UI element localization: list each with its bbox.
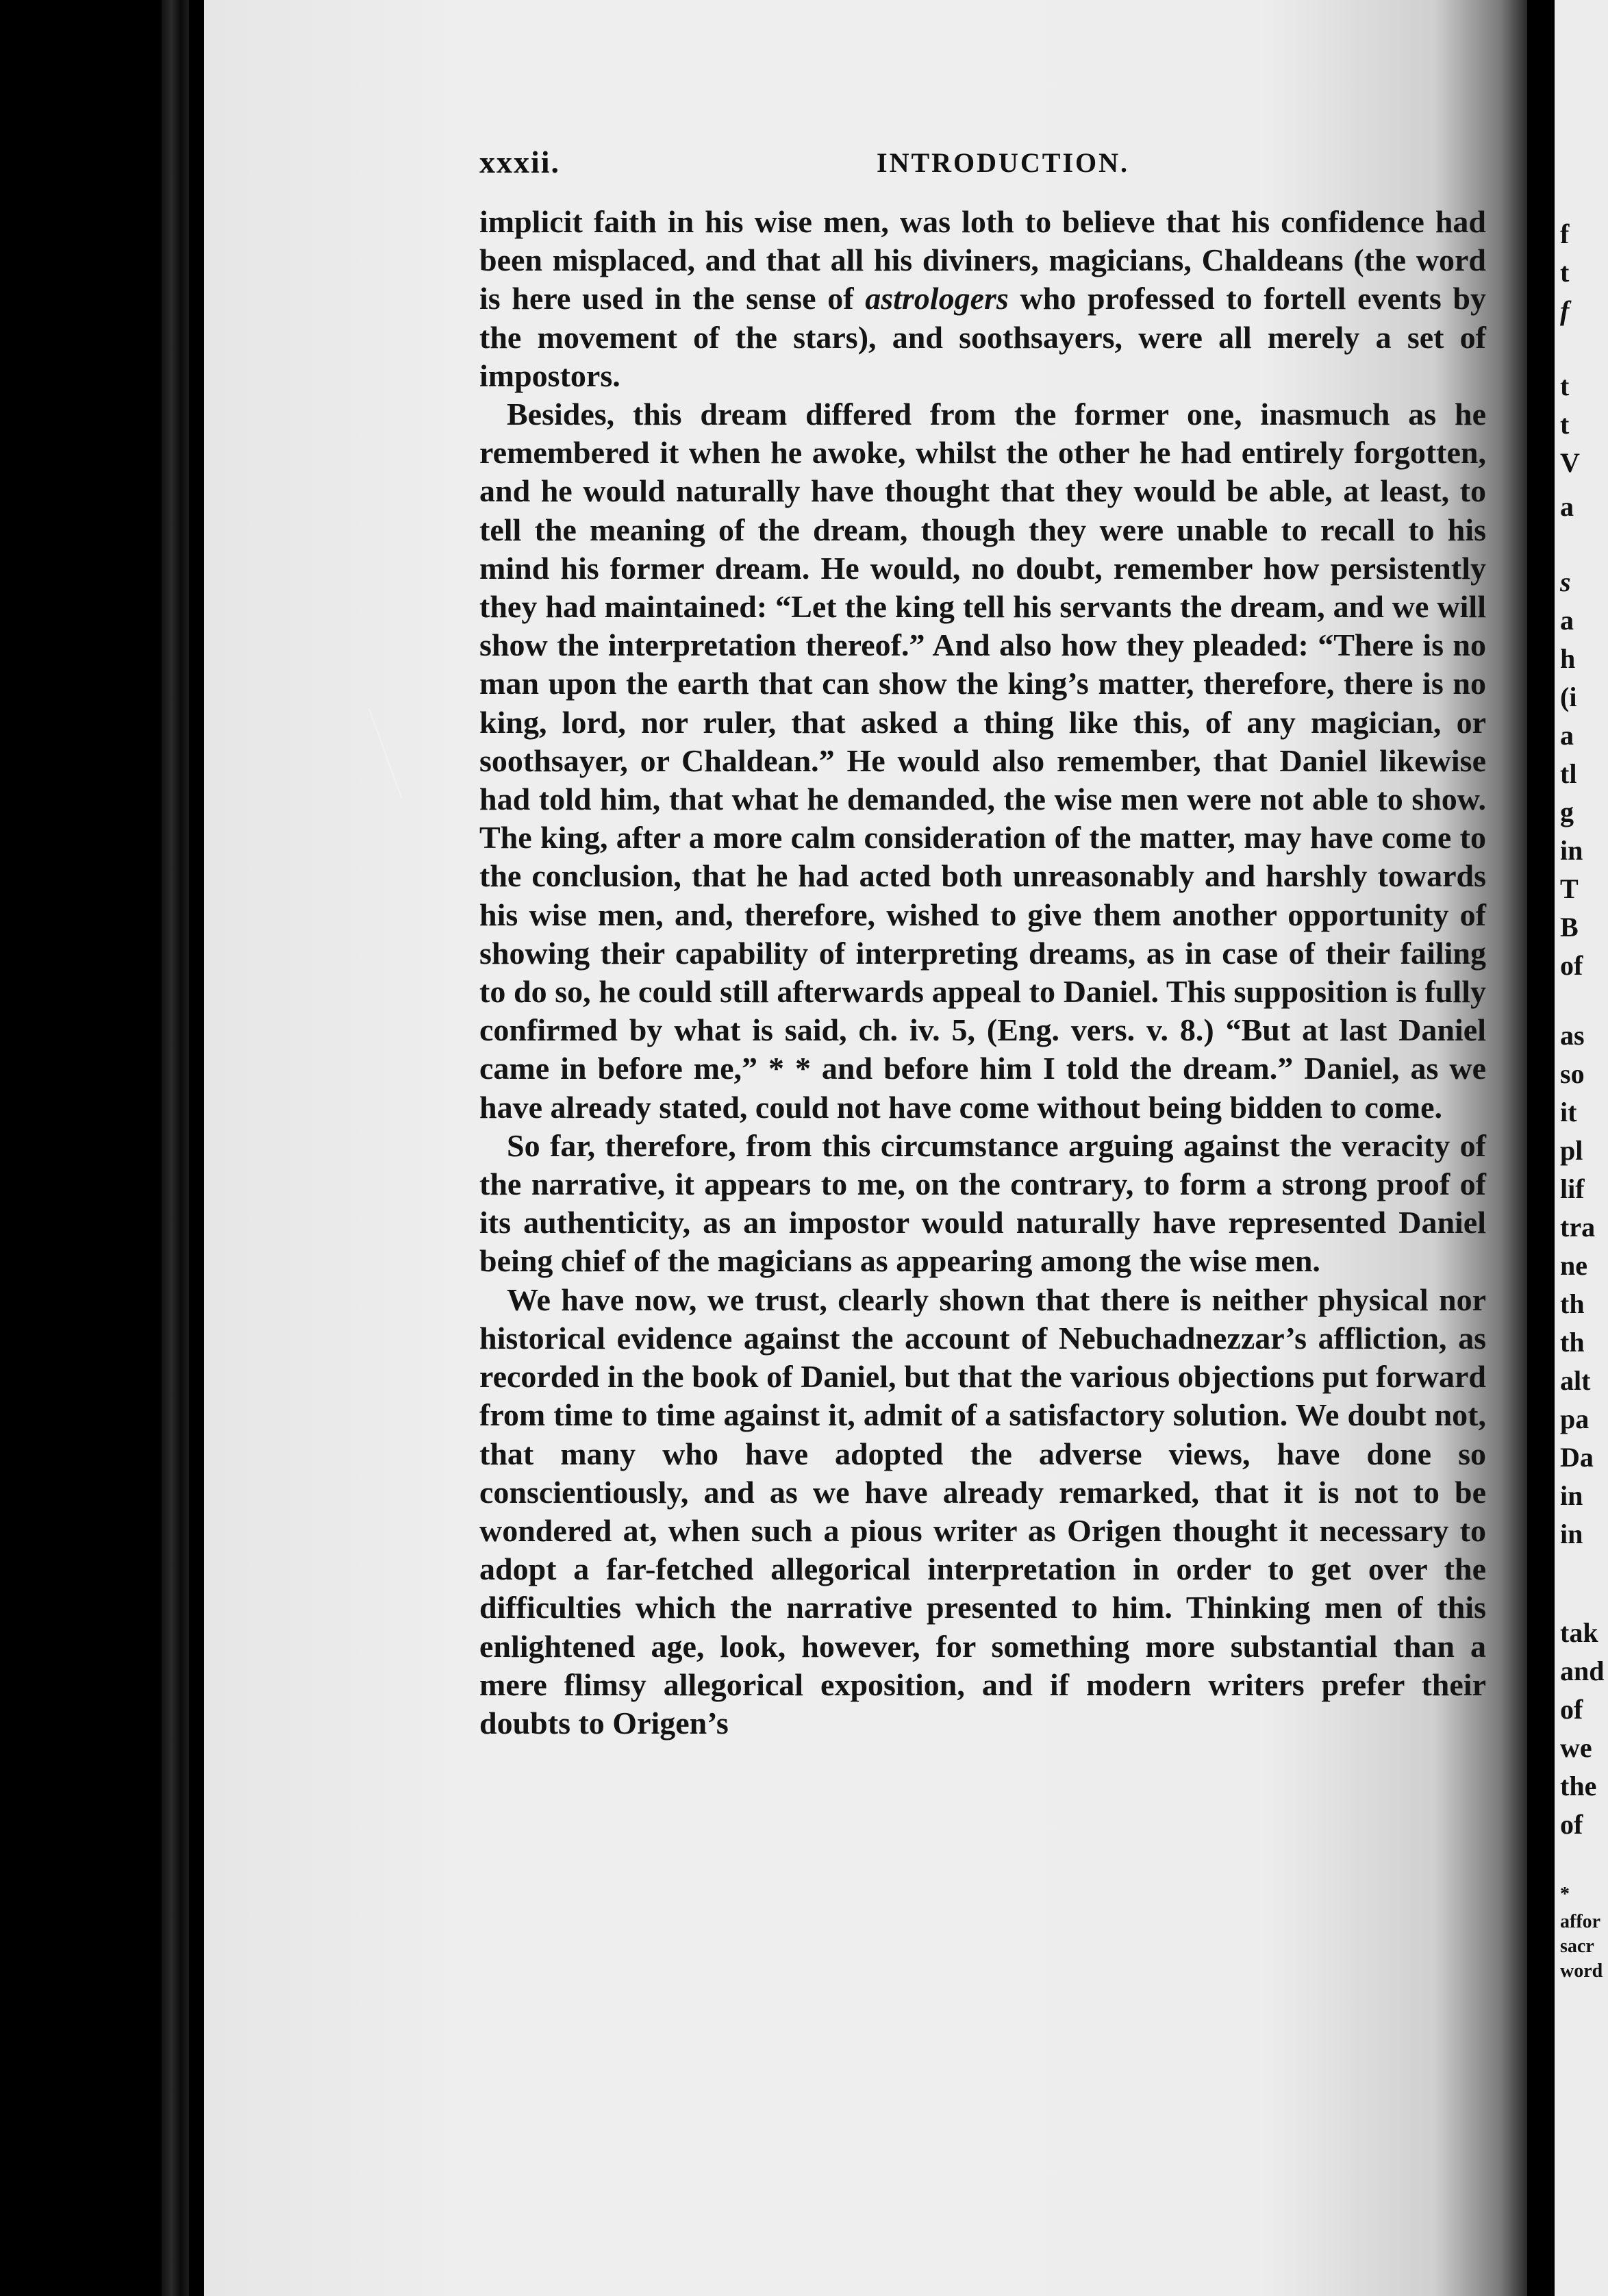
adjacent-fragment: s <box>1560 566 1571 597</box>
paragraph-3: So far, therefore, from this circumstance arguing against the veracity of the narrative, it appears to me, on the contrary, to form a strong proof of its authenticity, as an impostor would naturally have represented Daniel being chief of the magicians as appearing among the wise men. <box>479 1127 1486 1279</box>
adjacent-fragment: a <box>1560 605 1574 636</box>
adjacent-fragment: t <box>1560 257 1570 288</box>
running-head <box>479 144 1466 185</box>
adjacent-fragment: so <box>1560 1058 1585 1089</box>
adjacent-fragment: of <box>1560 1694 1583 1725</box>
adjacent-fragment: a <box>1560 720 1574 751</box>
adjacent-fragment: h <box>1560 643 1576 674</box>
adjacent-fragment: as <box>1560 1020 1585 1051</box>
page-gutter <box>1527 0 1555 2296</box>
book-spine-edge <box>162 0 189 2296</box>
adjacent-fragment: a <box>1560 491 1574 522</box>
paragraph-1-text-b: who professed to fortell events by the movement of the stars), and soothsayers, were all merely a set of impostors. <box>479 281 1486 393</box>
adjacent-fragment: tak <box>1560 1617 1598 1648</box>
adjacent-fragment: * <box>1560 1884 1570 1905</box>
paragraph-1-italic: astrologers <box>865 281 1009 316</box>
running-title: INTRODUCTION. <box>877 147 1130 178</box>
adjacent-fragment: tra <box>1560 1212 1596 1243</box>
adjacent-fragment: in <box>1560 1480 1583 1511</box>
adjacent-page-edge <box>1555 0 1608 2296</box>
paragraph-1-text-a: implicit faith in his wise men, was loth to believe that his confidence had been misplaced, and that all his diviners, magicians, Chaldeans (the word is here used in the sense of <box>479 204 1486 316</box>
adjacent-fragment: T <box>1560 873 1579 904</box>
adjacent-fragment: of <box>1560 1809 1583 1840</box>
adjacent-fragment: and <box>1560 1656 1605 1686</box>
adjacent-fragment: th <box>1560 1327 1585 1358</box>
adjacent-fragment: tl <box>1560 758 1577 789</box>
adjacent-fragment: in <box>1560 835 1583 866</box>
adjacent-fragment: the <box>1560 1771 1597 1801</box>
adjacent-fragment: f <box>1560 295 1570 326</box>
body-text <box>479 203 1486 1743</box>
page-number: xxxii. <box>479 145 561 179</box>
adjacent-fragment: sacr <box>1560 1936 1594 1957</box>
adjacent-fragment: word <box>1560 1960 1603 1982</box>
adjacent-fragment: alt <box>1560 1365 1591 1396</box>
adjacent-fragment: t <box>1560 409 1570 440</box>
adjacent-fragment: pa <box>1560 1403 1590 1434</box>
adjacent-fragment: t <box>1560 371 1570 401</box>
adjacent-fragment: of <box>1560 950 1583 981</box>
adjacent-fragment: g <box>1560 797 1574 827</box>
adjacent-fragment: we <box>1560 1732 1592 1763</box>
adjacent-fragment: pl <box>1560 1135 1583 1166</box>
adjacent-fragment: B <box>1560 912 1579 943</box>
adjacent-fragment: V <box>1560 447 1580 478</box>
paragraph-4: We have now, we trust, clearly shown that there is neither physical nor historical evidence against the account of Nebuchadnezzar’s affliction, as recorded in the book of Daniel, but that the various objections put forward from time to time against it, admit of a satisfactory solution. We doubt not, that many who have adopted the adverse views, have done so conscientiously, and as we have already remarked, that it is not to be wondered at, when such a pious writer as Origen thought it necessary to adopt a far-fetched allegorical interpretation in order to get over the difficulties which the narrative presented to him. Thinking men of this enlightened age, look, however, for something more substantial than a mere flimsy allegorical exposition, and if modern writers prefer their doubts to Origen’s <box>479 1282 1486 1740</box>
adjacent-fragment: it <box>1560 1097 1577 1127</box>
adjacent-fragment: f <box>1560 219 1570 249</box>
adjacent-fragment: ne <box>1560 1250 1587 1281</box>
adjacent-fragment: lif <box>1560 1173 1585 1204</box>
adjacent-fragment: affor <box>1560 1911 1601 1932</box>
paragraph-2: Besides, this dream differed from the former one, inasmuch as he remembered it when he awoke, whilst the other he had entirely forgotten, and he would naturally have thought that they would be able, at least, to tell the meaning of the dream, though they were unable to recall to his mind his former dream. He would, no doubt, remember how persistently they had maintained: “Let the king tell his servants the dream, and we will show the interpretation thereof.” And also how they pleaded: “There is no man upon the earth that can show the king’s matter, therefore, there is no king, lord, nor ruler, that asked a thing like this, of any magician, or soothsayer, or Chaldean.” He would also remember, that Daniel likewise had told him, that what he demanded, the wise men were not able to show. The king, after a more calm consideration of the matter, may have come to the conclusion, that he had acted both unreasonably and harshly towards his wise men, and, therefore, wished to give them another opportunity of showing their capability of interpreting dreams, as in case of their failing to do so, he could still afterwards appeal to Daniel. This supposition is fully confirmed by what is said, ch. iv. 5, (Eng. vers. v. 8.) “But at last Daniel came in before me,” * * and before him I told the dream.” Daniel, as we have already stated, could not have come without being bidden to come. <box>479 397 1486 1125</box>
adjacent-fragment: in <box>1560 1519 1583 1549</box>
adjacent-fragment: (i <box>1560 682 1577 712</box>
adjacent-fragment: Da <box>1560 1442 1594 1473</box>
paragraph-1 <box>479 203 1486 395</box>
adjacent-fragment: th <box>1560 1288 1585 1319</box>
